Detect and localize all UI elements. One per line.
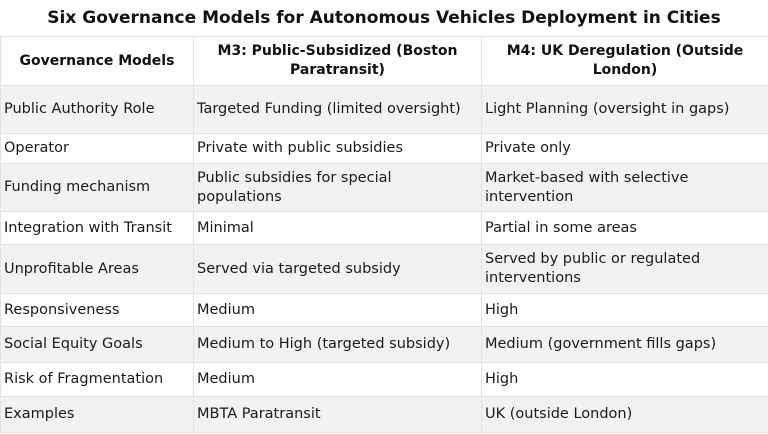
row-label: Integration with Transit bbox=[1, 212, 194, 245]
governance-table bbox=[0, 36, 768, 433]
table-cell: Light Planning (oversight in gaps) bbox=[482, 86, 768, 134]
table-row bbox=[1, 245, 768, 294]
column-header-m4: M4: UK Deregulation (Outside London) bbox=[482, 37, 768, 86]
column-header-m3: M3: Public-Subsidized (Boston Paratransit) bbox=[194, 37, 482, 86]
row-label: Social Equity Goals bbox=[1, 327, 194, 363]
column-header-governance-models: Governance Models bbox=[1, 37, 194, 86]
row-label: Responsiveness bbox=[1, 294, 194, 327]
table-cell: Private with public subsidies bbox=[194, 134, 482, 164]
table-row bbox=[1, 363, 768, 397]
table-row bbox=[1, 86, 768, 134]
table-cell: Medium bbox=[194, 363, 482, 397]
table-row bbox=[1, 164, 768, 212]
table-cell: Medium (government fills gaps) bbox=[482, 327, 768, 363]
row-label: Public Authority Role bbox=[1, 86, 194, 134]
row-label: Risk of Fragmentation bbox=[1, 363, 194, 397]
row-label: Unprofitable Areas bbox=[1, 245, 194, 294]
table-cell: UK (outside London) bbox=[482, 397, 768, 433]
table-cell: Medium to High (targeted subsidy) bbox=[194, 327, 482, 363]
table-row bbox=[1, 212, 768, 245]
table-cell: High bbox=[482, 363, 768, 397]
table-cell: Medium bbox=[194, 294, 482, 327]
table-cell: Targeted Funding (limited oversight) bbox=[194, 86, 482, 134]
table-row bbox=[1, 134, 768, 164]
table-cell: Partial in some areas bbox=[482, 212, 768, 245]
page-title: Six Governance Models for Autonomous Vehicles Deployment in Cities bbox=[47, 8, 721, 28]
table-cell: Market-based with selective intervention bbox=[482, 164, 768, 212]
table-cell: Served via targeted subsidy bbox=[194, 245, 482, 294]
row-label: Operator bbox=[1, 134, 194, 164]
table-cell: High bbox=[482, 294, 768, 327]
table-cell: Minimal bbox=[194, 212, 482, 245]
table-row bbox=[1, 327, 768, 363]
table-row bbox=[1, 294, 768, 327]
table-cell: Public subsidies for special populations bbox=[194, 164, 482, 212]
row-label: Examples bbox=[1, 397, 194, 433]
table-row bbox=[1, 397, 768, 433]
table-cell: MBTA Paratransit bbox=[194, 397, 482, 433]
table-header-row bbox=[1, 37, 768, 86]
row-label: Funding mechanism bbox=[1, 164, 194, 212]
table-cell: Private only bbox=[482, 134, 768, 164]
table-cell: Served by public or regulated interventions bbox=[482, 245, 768, 294]
